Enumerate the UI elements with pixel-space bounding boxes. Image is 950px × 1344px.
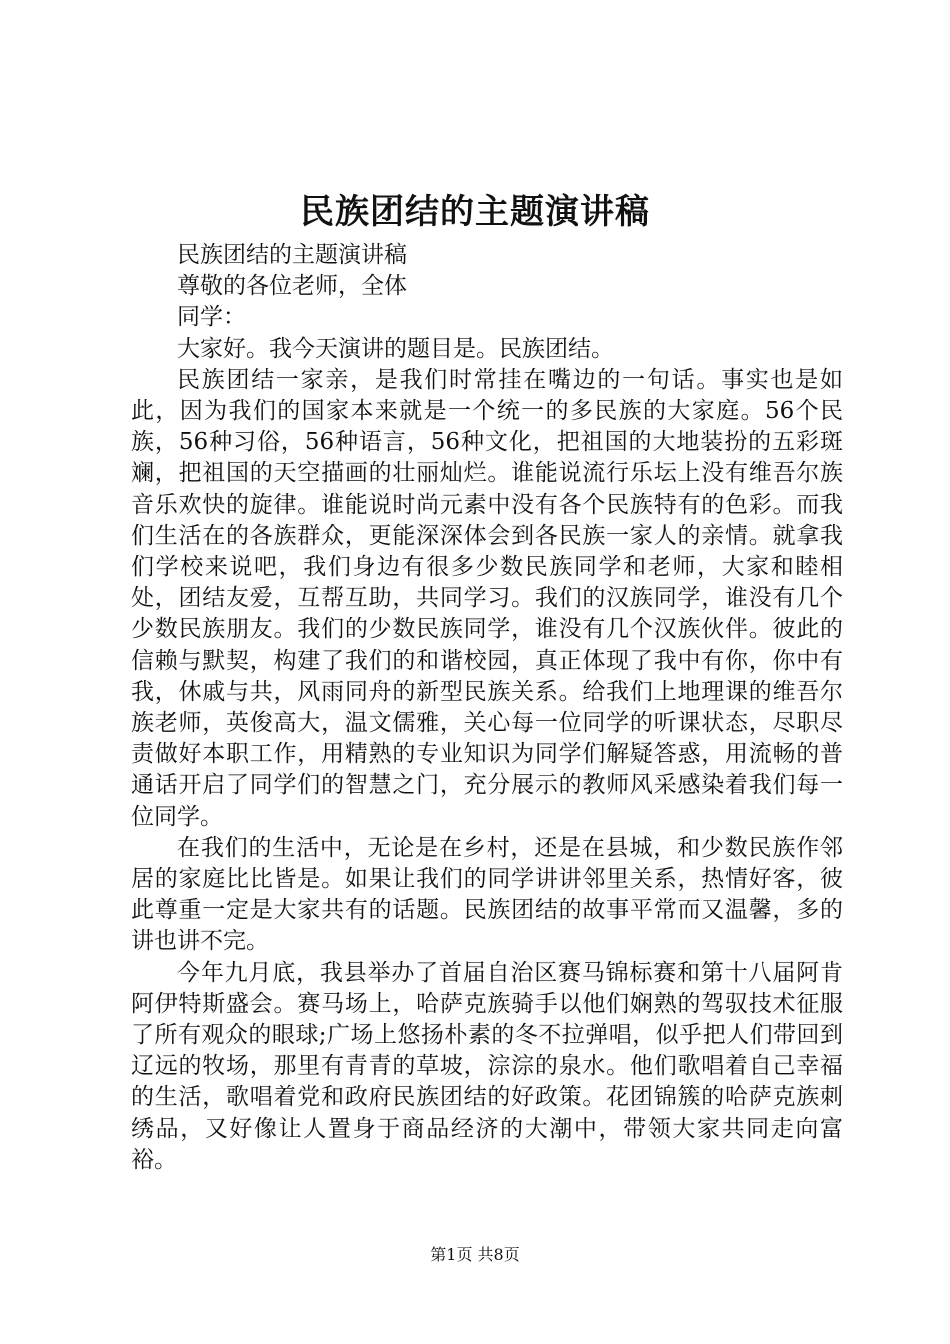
paragraph-salutation: 尊敬的各位老师，全体 <box>177 273 407 300</box>
paragraph-body: 在我们的生活中，无论是在乡村，还是在县城，和少数民族作邻居的家庭比比皆是。如果让我们的同学讲讲邻里关系，热情好客，彼此尊重一定是大家共有的话题。民族团结的故事平常而又温馨，多的讲也讲不完。 <box>131 834 843 955</box>
paragraph-body: 民族团结一家亲，是我们时常挂在嘴边的一句话。事实也是如此，因为我们的国家本来就是一个统一的多民族的大家庭。56个民族，56种习俗，56种语言，56种文化，把祖国的大地装扮的五彩斑斓，把祖国的天空描画的壮丽灿烂。谁能说流行乐坛上没有维吾尔族音乐欢快的旋律。谁能说时尚元素中没有各个民族特有的色彩。而我们生活在的各族群众，更能深深体会到各民族一家人的亲情。就拿我们学校来说吧，我们身边有很多少数民族同学和老师，大家和睦相处，团结友爱，互帮互助，共同学习。我们的汉族同学，谁没有几个少数民族朋友。我们的少数民族同学，谁没有几个汉族伙伴。彼此的信赖与默契，构建了我们的和谐校园，真正体现了我中有你，你中有我，休戚与共，风雨同舟的新型民族关系。给我们上地理课的维吾尔族老师，英俊高大，温文儒雅，关心每一位同学的听课状态，尽职尽责做好本职工作，用精熟的专业知识为同学们解疑答惑，用流畅的普通话开启了同学们的智慧之门，充分展示的教师风采感染着我们每一位同学。 <box>131 366 843 830</box>
paragraph-body: 今年九月底，我县举办了首届自治区赛马锦标赛和第十八届阿肯阿伊特斯盛会。赛马场上，哈萨克族骑手以他们娴熟的驾驭技术征服了所有观众的眼球;广场上悠扬朴素的冬不拉弹唱，似乎把人们带回到辽远的牧场，那里有青青的草坡，淙淙的泉水。他们歌唱着自己幸福的生活，歌唱着党和政府民族团结的好政策。花团锦簇的哈萨克族刺绣品，又好像让人置身于商品经济的大潮中，带领大家共同走向富裕。 <box>131 959 843 1173</box>
page-footer: 第1页 共8页 <box>430 1245 520 1264</box>
document-title: 民族团结的主题演讲稿 <box>300 192 650 232</box>
paragraph-subtitle: 民族团结的主题演讲稿 <box>177 242 407 268</box>
document-body <box>131 240 843 1176</box>
paragraph-greeting: 大家好。我今天演讲的题目是。民族团结。 <box>177 335 614 362</box>
paragraph-salutation-cont: 同学： <box>177 304 246 331</box>
